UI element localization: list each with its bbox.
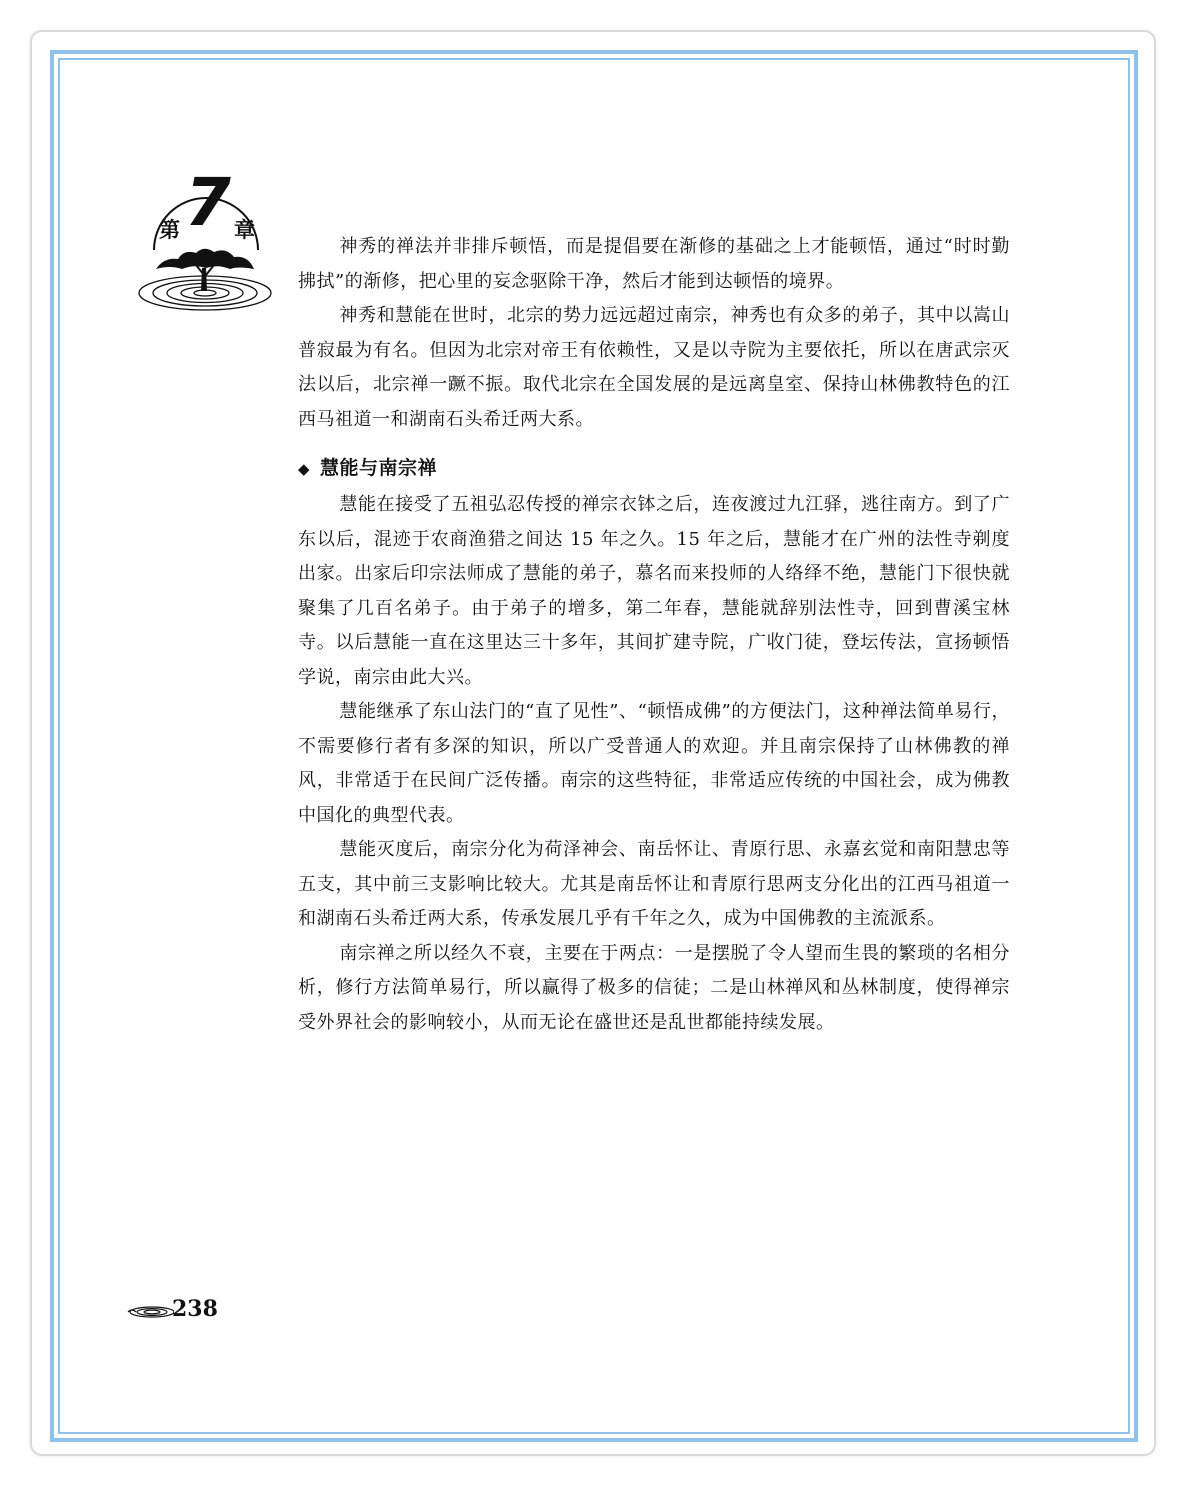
chapter-prefix: 第 [159,218,180,242]
diamond-bullet-icon: ◆ [298,460,311,478]
ripple-ornament-icon [126,1304,174,1320]
paragraph: 神秀和慧能在世时，北宗的势力远远超过南宗，神秀也有众多的弟子，其中以嵩山普寂最为有名。但因为北宗对帝王有依赖性，又是以寺院为主要依托，所以在唐武宗灭法以后，北宗禅一蹶不振。取代北宗在全国发展的是远离皇室、保持山林佛教特色的江西马祖道一和湖南石头希迁两大系。 [298,305,1010,430]
paragraph: 慧能在接受了五祖弘忍传授的禅宗衣钵之后，连夜渡过九江驿，逃往南方。到了广东以后，混迹于农商渔猎之间达 15 年之久。15 年之后，慧能才在广州的法性寺剃度出家。出家后印宗法师成了慧能的弟子，慕名而来投师的人络绎不绝，慧能门下很快就聚集了几百名弟子。由于弟子的增多，第二年春，慧能就辞别法性寺，回到曹溪宝林寺。以后慧能一直在这里达三十多年，其间扩建寺院，广收门徒，登坛传法，宣扬顿悟学说，南宗由此大兴。 [298,494,1010,688]
paragraph: 神秀的禅法并非排斥顿悟，而是提倡要在渐修的基础之上才能顿悟，通过“时时勤拂拭”的渐修，把心里的妄念驱除干净，然后才能到达顿悟的境界。 [298,236,1010,292]
body-text [298,230,1010,1040]
paragraph: 南宗禅之所以经久不衰，主要在于两点：一是摆脱了令人望而生畏的繁琐的名相分析，修行方法简单易行，所以赢得了极多的信徒；二是山林禅风和丛林制度，使得禅宗受外界社会的影响较小，从而无论在盛世还是乱世都能持续发展。 [298,942,1010,1033]
chapter-suffix: 章 [234,218,255,242]
paragraph: 慧能继承了东山法门的“直了见性”、“顿悟成佛”的方便法门，这种禅法简单易行，不需要修行者有多深的知识，所以广受普通人的欢迎。并且南宗保持了山林佛教的禅风，非常适于在民间广泛传播。南宗的这些特征，非常适应传统的中国社会，成为佛教中国化的典型代表。 [298,701,1010,826]
section-title: 慧能与南宗禅 [320,457,438,479]
chapter-emblem [134,165,276,320]
section-heading [298,451,1010,486]
page-number: 238 [172,1296,218,1322]
chapter-number: 7 [185,164,231,241]
paragraph: 慧能灭度后，南宗分化为荷泽神会、南岳怀让、青原行思、永嘉玄觉和南阳慧忠等五支，其中前三支影响比较大。尤其是南岳怀让和青原行思两支分化出的江西马祖道一和湖南石头希迁两大系，传承发展几乎有千年之久，成为中国佛教的主流派系。 [298,839,1010,929]
